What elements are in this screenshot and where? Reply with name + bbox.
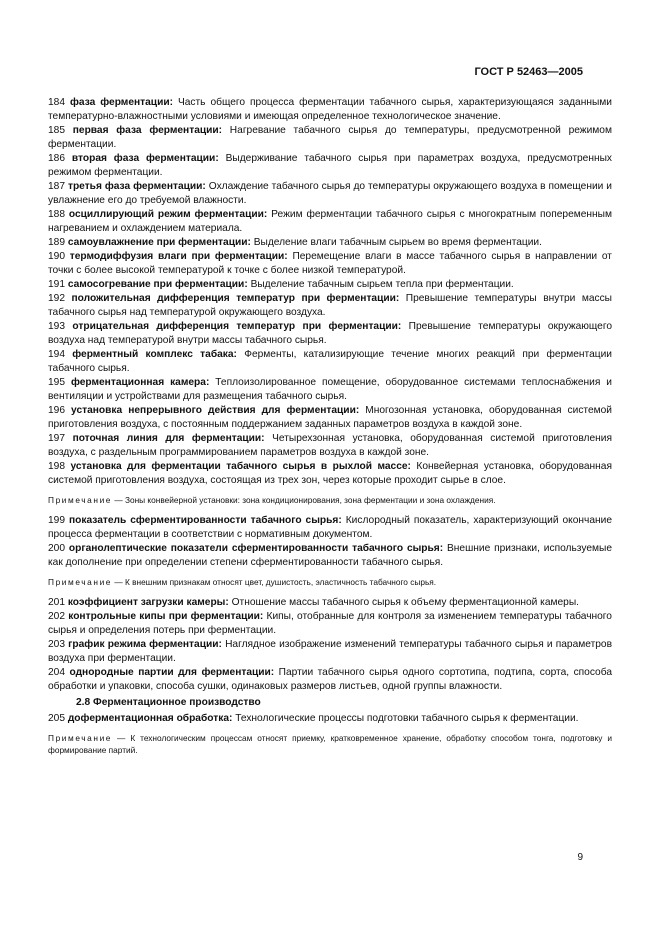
- term-entry: [48, 638, 612, 666]
- term-number: 190: [48, 251, 65, 262]
- note-text: — К технологическим процессам относят приемку, кратковременное хранение, обработку способом тонга, подготовку и формирование партий.: [48, 733, 612, 755]
- term-number: 200: [48, 543, 65, 554]
- term-definition: Четырехзонная установка, оборудованная системой приготовления воздуха, с раздельным программированием параметров воздуха в каждой зоне.: [48, 433, 612, 458]
- term-number: 197: [48, 433, 65, 444]
- term-number: 187: [48, 181, 65, 192]
- note-conveyor-zones: [48, 494, 612, 506]
- term-name: самосогревание при ферментации:: [67, 279, 248, 290]
- term-name: коэффициент загрузки камеры:: [67, 597, 229, 608]
- note-external-signs: [48, 576, 612, 588]
- term-name: однородные партии для ферментации:: [69, 667, 275, 678]
- term-entry: [48, 208, 612, 236]
- term-definition: Конвейерная установка, оборудованная системой приготовления воздуха, состоящая из трех зон, через которые проходит сырье в слое.: [48, 461, 612, 486]
- term-definition: Перемещение влаги в массе табачного сырья в направлении от точки с более высокой температурой к точке с более низкой температурой.: [48, 251, 612, 276]
- term-number: 202: [48, 611, 65, 622]
- term-number: 196: [48, 405, 65, 416]
- term-number: 195: [48, 377, 65, 388]
- term-entry: [48, 514, 612, 542]
- term-name: вторая фаза ферментации:: [71, 153, 219, 164]
- term-entry: [48, 152, 612, 180]
- section-heading: 2.8 Ферментационное производство: [76, 697, 261, 708]
- document-body: [48, 96, 612, 764]
- term-entry: [48, 96, 612, 124]
- term-number: 189: [48, 237, 65, 248]
- term-name: установка для ферментации табачного сырья в рыхлой массе:: [70, 461, 411, 472]
- term-name: ферментационная камера:: [70, 377, 210, 388]
- term-definition: Внешние признаки, используемые как дополнение при определении степени сферментированности табачного сырья.: [48, 543, 612, 568]
- term-number: 193: [48, 321, 65, 332]
- term-entry: [48, 432, 612, 460]
- term-name: установка непрерывного действия для ферментации:: [71, 405, 360, 416]
- term-name: самоувлажнение при ферментации:: [67, 237, 251, 248]
- note-label: Примечание: [48, 733, 113, 743]
- term-entry: [48, 236, 612, 250]
- term-number: 199: [48, 515, 65, 526]
- term-entry: [48, 292, 612, 320]
- term-entry: [48, 124, 612, 152]
- term-entry: [48, 404, 612, 432]
- term-number: 184: [48, 97, 65, 108]
- term-entry: [48, 278, 612, 292]
- term-entry: [48, 460, 612, 488]
- term-definition: Наглядное изображение изменений температуры табачного сырья и параметров воздуха при ферментации.: [48, 639, 612, 664]
- term-name: доферментационная обработка:: [67, 713, 233, 724]
- term-entry: [48, 542, 612, 570]
- term-definition: Теплоизолированное помещение, оборудованное системами теплоснабжения и вентиляции и устройствами для размещения табачного сырья.: [48, 377, 612, 402]
- term-definition: Ферменты, катализирующие течение многих реакций при ферментации табачного сырья.: [48, 349, 612, 374]
- term-number: 191: [48, 279, 65, 290]
- term-name: органолептические показатели сферментированности табачного сырья:: [68, 543, 444, 554]
- term-entry: [48, 596, 612, 610]
- term-name: отрицательная дифференция температур при ферментации:: [72, 321, 402, 332]
- term-number: 192: [48, 293, 65, 304]
- note-label: Примечание: [48, 577, 113, 587]
- term-definition: Многозонная установка, оборудованная системой приготовления воздуха, с постоянным поддержанием заданных параметров воздуха в каждой зоне.: [48, 405, 612, 430]
- term-number: 185: [48, 125, 65, 136]
- term-name: осциллирующий режим ферментации:: [68, 209, 268, 220]
- term-number: 204: [48, 667, 65, 678]
- term-definition: Выделение влаги табачным сырьем во время ферментации.: [253, 237, 542, 248]
- term-definition: Выдерживание табачного сырья при параметрах воздуха, предусмотренных режимом ферментации.: [48, 153, 613, 178]
- term-name: термодиффузия влаги при ферментации:: [69, 251, 288, 262]
- term-entry: [48, 250, 612, 278]
- term-definition: Часть общего процесса ферментации табачного сырья, характеризующаяся заданными температурно-влажностными условиями и имеющая определенное технологическое значение.: [48, 97, 612, 122]
- note-label: Примечание: [48, 495, 113, 505]
- term-name: фаза ферментации:: [69, 97, 173, 108]
- term-definition: Превышение температуры внутри массы табачного сырья над температурой окружающего воздуха.: [48, 293, 612, 318]
- term-definition: Отношение массы табачного сырья к объему ферментационной камеры.: [231, 597, 579, 608]
- term-entry: [48, 376, 612, 404]
- term-entry: [48, 348, 612, 376]
- term-name: контрольные кипы при ферментации:: [68, 611, 264, 622]
- term-number: 205: [48, 713, 65, 724]
- term-entry: [48, 610, 612, 638]
- term-definition: Кислородный показатель, характеризующий окончание процесса ферментации в соответствии с нормативным документом.: [48, 515, 612, 540]
- term-number: 188: [48, 209, 65, 220]
- term-entry: [48, 180, 612, 208]
- entries-group-b: [48, 514, 612, 570]
- term-name: показатель сферментированности табачного сырья:: [69, 515, 342, 526]
- term-name: график режима ферментации:: [68, 639, 222, 650]
- term-number: 201: [48, 597, 65, 608]
- term-number: 203: [48, 639, 65, 650]
- term-entry: [48, 712, 612, 726]
- term-number: 194: [48, 349, 65, 360]
- term-number: 186: [48, 153, 65, 164]
- term-number: 198: [48, 461, 65, 472]
- entries-group-c: [48, 596, 612, 694]
- note-text: — Зоны конвейерной установки: зона кондиционирования, зона ферментации и зона охлаждения.: [112, 495, 496, 505]
- term-definition: Технологические процессы подготовки табачного сырья к ферментации.: [235, 713, 579, 724]
- term-name: ферментный комплекс табака:: [72, 349, 237, 360]
- page-number: 9: [577, 852, 583, 863]
- term-definition: Кипы, отобранные для контроля за изменением температуры табачного сырья и определения потерь при ферментации.: [48, 611, 612, 636]
- term-definition: Нагревание табачного сырья до температуры, предусмотренной режимом ферментации.: [48, 125, 612, 150]
- entries-group-a: [48, 96, 612, 488]
- term-definition: Охлаждение табачного сырья до температуры окружающего воздуха в помещении и увлажнение его до требуемой влажности.: [48, 181, 612, 206]
- term-definition: Режим ферментации табачного сырья с многократным попеременным нагреванием и охлаждением материала.: [48, 209, 612, 234]
- entries-group-d: [48, 712, 612, 726]
- note-text: — К внешним признакам относят цвет, душистость, эластичность табачного сырья.: [112, 577, 437, 587]
- term-definition: Выделение табачным сырьем тепла при ферментации.: [250, 279, 514, 290]
- term-definition: Превышение температуры окружающего воздуха над температурой внутри массы табачного сырья.: [48, 321, 612, 346]
- term-name: первая фаза ферментации:: [72, 125, 223, 136]
- term-name: положительная дифференция температур при ферментации:: [71, 293, 400, 304]
- term-definition: Партии табачного сырья одного сортотипа, подтипа, сорта, способа обработки и упаковки, способа сушки, одинаковых размеров листьев, одной группы влажности.: [48, 667, 612, 692]
- term-name: поточная линия для ферментации:: [72, 433, 265, 444]
- note-technological-processes: [48, 732, 612, 756]
- standard-header: ГОСТ Р 52463—2005: [474, 66, 583, 78]
- term-entry: [48, 666, 612, 694]
- term-entry: [48, 320, 612, 348]
- term-name: третья фаза ферментации:: [67, 181, 206, 192]
